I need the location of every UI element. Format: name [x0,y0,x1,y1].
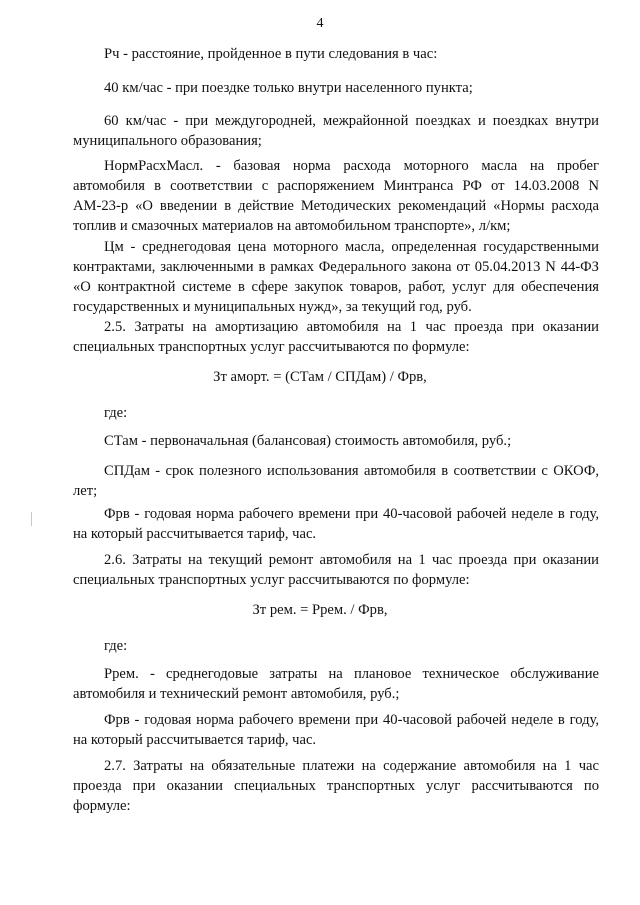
paragraph-section-2-5: 2.5. Затраты на амортизацию автомобиля на 1 час проезда при оказании специальных транспортных услуг рассчитываются по формуле: [73,319,599,355]
paragraph-section-2-6: 2.6. Затраты на текущий ремонт автомобиля на 1 час проезда при оказании специальных транспортных услуг рассчитываются по формуле: [73,552,599,588]
margin-mark [31,512,32,526]
where-label: где: [104,405,128,421]
paragraph-frv: Фрв - годовая норма рабочего времени при 40-часовой рабочей неделе в году, на который рассчитывается тариф, час. [73,506,599,542]
formula-amortization: Зт аморт. = (СТам / СПДам) / Фрв, [213,369,427,385]
paragraph-oil-norm: НормРасхМасл. - базовая норма расхода моторного масла на пробег автомобиля в соответствии с распоряжением Минтранса РФ от 14.03.2008 N АМ-23-р «О введении в действие Методических рекомендаций «Нормы расхода топлив и смазочных материалов на автомобильном транспорте», л/км; [73,158,599,234]
paragraph-stam: СТам - первоначальная (балансовая) стоимость автомобиля, руб.; [104,433,512,449]
paragraph-section-2-7: 2.7. Затраты на обязательные платежи на содержание автомобиля на 1 час проезда при оказании специальных транспортных услуг рассчитываются по формуле: [73,758,599,814]
formula-repair: Зт рем. = Ррем. / Фрв, [252,602,388,618]
paragraph-rch: Рч - расстояние, пройденное в пути следования в час: [104,46,438,62]
paragraph-40-kmh: 40 км/час - при поездке только внутри населенного пункта; [104,80,473,96]
paragraph-rrem: Ррем. - среднегодовые затраты на плановое техническое обслуживание автомобиля и технический ремонт автомобиля, руб.; [73,666,599,702]
paragraph-60-kmh: 60 км/час - при междугородней, межрайонной поездках и поездках внутри муниципального образования; [73,113,599,149]
paragraph-oil-price: Цм - среднегодовая цена моторного масла, определенная государственными контрактами, заключенными в рамках Федерального закона от 05.04.2013 N 44-ФЗ «О контрактной системе в сфере закупок товаров, работ, услуг для обеспечения государственных и муниципальных нужд», за текущий год, руб. [73,239,599,315]
paragraph-spdam: СПДам - срок полезного использования автомобиля в соответствии с ОКОФ, лет; [73,463,599,499]
paragraph-frv: Фрв - годовая норма рабочего времени при 40-часовой рабочей неделе в году, на который рассчитывается тариф, час. [73,712,599,748]
where-label: где: [104,638,128,654]
page-number: 4 [316,16,324,31]
